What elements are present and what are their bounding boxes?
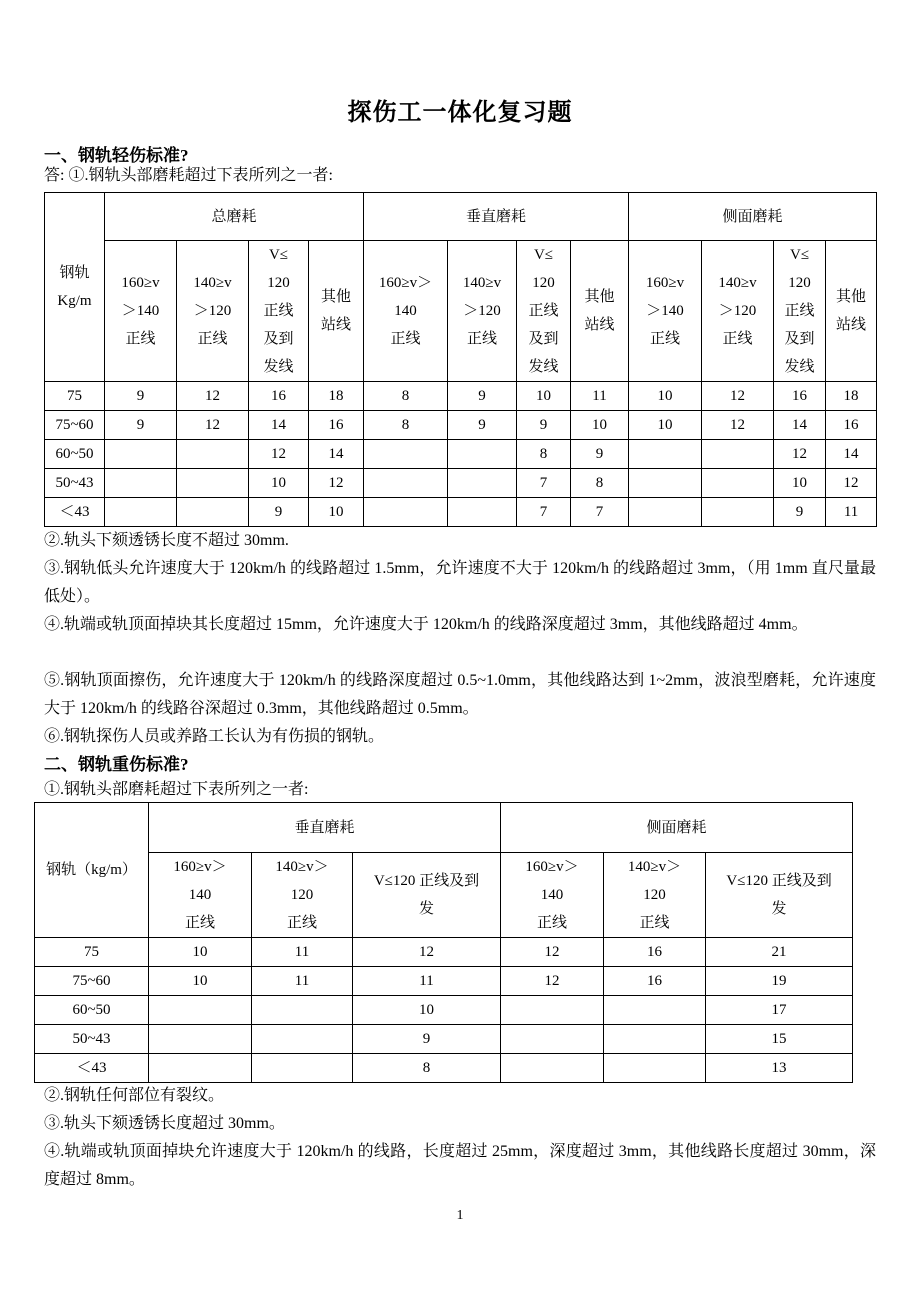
wear-value-cell: 16: [249, 382, 309, 411]
section1-item: ⑤.钢轨顶面擦伤，允许速度大于 120km/h 的线路深度超过 0.5~1.0mm，其他线路达到 1~2mm，波浪型磨耗，允许速度大于 120km/h 的线路谷深超过 0.3mm，其他线路超过 0.5mm。: [44, 672, 876, 717]
wear-value-cell: [105, 469, 177, 498]
wear-value-cell: [149, 1054, 252, 1083]
rail-weight-cell: 75~60: [45, 411, 105, 440]
wear-value-cell: 10: [517, 382, 571, 411]
wear-value-cell: 14: [826, 440, 877, 469]
rail-weight-cell: ＜43: [45, 498, 105, 527]
speed-class-header: 160≥v ＞140 正线: [629, 241, 702, 382]
wear-value-cell: 7: [517, 498, 571, 527]
rail-weight-cell: 75: [35, 938, 149, 967]
wear-value-cell: 21: [706, 938, 853, 967]
rail-weight-cell: 60~50: [45, 440, 105, 469]
wear-value-cell: 15: [706, 1025, 853, 1054]
wear-value-cell: 10: [353, 996, 501, 1025]
subheader-row: [45, 241, 877, 382]
table-row: [35, 967, 853, 996]
speed-class-header: 160≥v＞ 140 正线: [501, 853, 604, 938]
speed-class-header: V≤ 120 正线 及到 发线: [774, 241, 826, 382]
wear-value-cell: 11: [571, 382, 629, 411]
wear-value-cell: 9: [448, 411, 517, 440]
wear-value-cell: 14: [774, 411, 826, 440]
wear-group-header: 侧面磨耗: [629, 193, 877, 241]
table-row: [45, 382, 877, 411]
wear-value-cell: [448, 440, 517, 469]
wear-value-cell: 10: [774, 469, 826, 498]
wear-value-cell: 17: [706, 996, 853, 1025]
wear-value-cell: 11: [252, 938, 353, 967]
speed-class-header: 140≥v ＞120 正线: [177, 241, 249, 382]
wear-value-cell: [629, 440, 702, 469]
rail-weight-cell: 50~43: [45, 469, 105, 498]
wear-value-cell: 10: [249, 469, 309, 498]
subheader-row: [35, 853, 853, 938]
rail-weight-cell: 75~60: [35, 967, 149, 996]
wear-value-cell: [105, 498, 177, 527]
wear-value-cell: 12: [774, 440, 826, 469]
table-row: [45, 440, 877, 469]
wear-value-cell: 16: [309, 411, 364, 440]
speed-class-header: 140≥v＞ 120 正线: [604, 853, 706, 938]
wear-value-cell: 10: [309, 498, 364, 527]
wear-value-cell: 7: [571, 498, 629, 527]
wear-group-header: 垂直磨耗: [149, 803, 501, 853]
wear-value-cell: 9: [353, 1025, 501, 1054]
wear-value-cell: [604, 1025, 706, 1054]
speed-class-header: V≤ 120 正线 及到 发线: [517, 241, 571, 382]
wear-value-cell: 12: [501, 967, 604, 996]
wear-value-cell: 8: [364, 411, 448, 440]
speed-class-header: 140≥v ＞120 正线: [448, 241, 517, 382]
rail-weight-cell: 60~50: [35, 996, 149, 1025]
wear-value-cell: 12: [177, 382, 249, 411]
section2-intro: ①.钢轨头部磨耗超过下表所列之一者:: [44, 781, 309, 798]
wear-value-cell: [702, 498, 774, 527]
wear-value-cell: 8: [571, 469, 629, 498]
wear-value-cell: 11: [826, 498, 877, 527]
speed-class-header: V≤120 正线及到 发: [706, 853, 853, 938]
wear-value-cell: 9: [105, 411, 177, 440]
wear-value-cell: 12: [353, 938, 501, 967]
wear-value-cell: 16: [826, 411, 877, 440]
wear-value-cell: 18: [309, 382, 364, 411]
minor-damage-wear-table: [44, 192, 877, 527]
table-row: [45, 469, 877, 498]
wear-value-cell: 18: [826, 382, 877, 411]
header-row: [45, 193, 877, 241]
page-number: 1: [456, 1208, 464, 1223]
wear-value-cell: 10: [629, 382, 702, 411]
wear-value-cell: [149, 1025, 252, 1054]
wear-group-header: 侧面磨耗: [501, 803, 853, 853]
wear-value-cell: [501, 996, 604, 1025]
wear-value-cell: 16: [774, 382, 826, 411]
speed-class-header: V≤120 正线及到 发: [353, 853, 501, 938]
wear-value-cell: 10: [149, 967, 252, 996]
rail-weight-header: 钢轨 Kg/m: [45, 193, 105, 382]
wear-value-cell: [501, 1054, 604, 1083]
wear-value-cell: [629, 469, 702, 498]
wear-value-cell: 9: [571, 440, 629, 469]
table-row: [45, 411, 877, 440]
wear-value-cell: 7: [517, 469, 571, 498]
wear-value-cell: [177, 469, 249, 498]
wear-value-cell: [448, 498, 517, 527]
speed-class-header: 其他 站线: [571, 241, 629, 382]
wear-value-cell: [364, 498, 448, 527]
wear-value-cell: [105, 440, 177, 469]
wear-value-cell: [252, 996, 353, 1025]
wear-value-cell: [149, 996, 252, 1025]
table-row: [35, 996, 853, 1025]
section1-item: ⑥.钢轨探伤人员或养路工长认为有伤损的钢轨。: [44, 728, 385, 745]
section1-item: ②.轨头下颏透锈长度不超过 30mm.: [44, 532, 289, 549]
wear-value-cell: 10: [629, 411, 702, 440]
wear-value-cell: [702, 469, 774, 498]
table-row: [35, 1025, 853, 1054]
section1-intro: 答: ①.钢轨头部磨耗超过下表所列之一者:: [44, 167, 333, 184]
wear-value-cell: 12: [826, 469, 877, 498]
speed-class-header: 160≥v ＞140 正线: [105, 241, 177, 382]
rail-weight-cell: 75: [45, 382, 105, 411]
wear-value-cell: 10: [571, 411, 629, 440]
wear-value-cell: 16: [604, 938, 706, 967]
wear-value-cell: [629, 498, 702, 527]
rail-weight-header: 钢轨（kg/m）: [35, 803, 149, 938]
wear-group-header: 总磨耗: [105, 193, 364, 241]
wear-value-cell: 19: [706, 967, 853, 996]
wear-value-cell: [604, 996, 706, 1025]
wear-value-cell: 8: [353, 1054, 501, 1083]
wear-value-cell: 9: [105, 382, 177, 411]
wear-value-cell: [364, 469, 448, 498]
severe-damage-wear-table: [34, 802, 853, 1083]
wear-value-cell: 12: [702, 382, 774, 411]
wear-value-cell: 14: [249, 411, 309, 440]
speed-class-header: 140≥v＞ 120 正线: [252, 853, 353, 938]
header-row: [35, 803, 853, 853]
wear-value-cell: [177, 498, 249, 527]
wear-value-cell: 12: [309, 469, 364, 498]
speed-class-header: V≤ 120 正线 及到 发线: [249, 241, 309, 382]
wear-value-cell: [702, 440, 774, 469]
wear-value-cell: [501, 1025, 604, 1054]
wear-value-cell: 16: [604, 967, 706, 996]
rail-weight-cell: ＜43: [35, 1054, 149, 1083]
table-row: [35, 1054, 853, 1083]
wear-value-cell: [252, 1025, 353, 1054]
speed-class-header: 其他 站线: [309, 241, 364, 382]
wear-value-cell: 12: [702, 411, 774, 440]
section1-item: ④.轨端或轨顶面掉块其长度超过 15mm，允许速度大于 120km/h 的线路深度超过 3mm，其他线路超过 4mm。: [44, 616, 808, 633]
wear-value-cell: 10: [149, 938, 252, 967]
rail-weight-cell: 50~43: [35, 1025, 149, 1054]
wear-value-cell: [448, 469, 517, 498]
wear-value-cell: 9: [517, 411, 571, 440]
speed-class-header: 140≥v ＞120 正线: [702, 241, 774, 382]
speed-class-header: 其他 站线: [826, 241, 877, 382]
wear-value-cell: 9: [448, 382, 517, 411]
wear-value-cell: [364, 440, 448, 469]
document-title: 探伤工一体化复习题: [347, 100, 573, 126]
speed-class-header: 160≥v＞ 140 正线: [364, 241, 448, 382]
wear-value-cell: 9: [774, 498, 826, 527]
wear-value-cell: 13: [706, 1054, 853, 1083]
wear-group-header: 垂直磨耗: [364, 193, 629, 241]
wear-value-cell: 12: [249, 440, 309, 469]
wear-value-cell: 14: [309, 440, 364, 469]
section2-item: ③.轨头下颏透锈长度超过 30mm。: [44, 1115, 285, 1132]
speed-class-header: 160≥v＞ 140 正线: [149, 853, 252, 938]
wear-value-cell: 8: [517, 440, 571, 469]
wear-value-cell: 11: [353, 967, 501, 996]
section2-heading: 二、钢轨重伤标准?: [44, 755, 189, 774]
wear-value-cell: 9: [249, 498, 309, 527]
wear-value-cell: [177, 440, 249, 469]
section2-item: ②.钢轨任何部位有裂纹。: [44, 1087, 225, 1104]
table-row: [45, 498, 877, 527]
wear-value-cell: [252, 1054, 353, 1083]
wear-value-cell: 11: [252, 967, 353, 996]
table-row: [35, 938, 853, 967]
wear-value-cell: 12: [501, 938, 604, 967]
wear-value-cell: [604, 1054, 706, 1083]
wear-value-cell: 8: [364, 382, 448, 411]
section1-item: ③.钢轨低头允许速度大于 120km/h 的线路超过 1.5mm，允许速度不大于 120km/h 的线路超过 3mm，（用 1mm 直尺量最低处）。: [44, 560, 876, 605]
wear-value-cell: 12: [177, 411, 249, 440]
section2-item: ④.轨端或轨顶面掉块允许速度大于 120km/h 的线路，长度超过 25mm，深度超过 3mm，其他线路长度超过 30mm，深度超过 8mm。: [44, 1143, 876, 1188]
section1-heading: 一、钢轨轻伤标准?: [44, 146, 189, 165]
